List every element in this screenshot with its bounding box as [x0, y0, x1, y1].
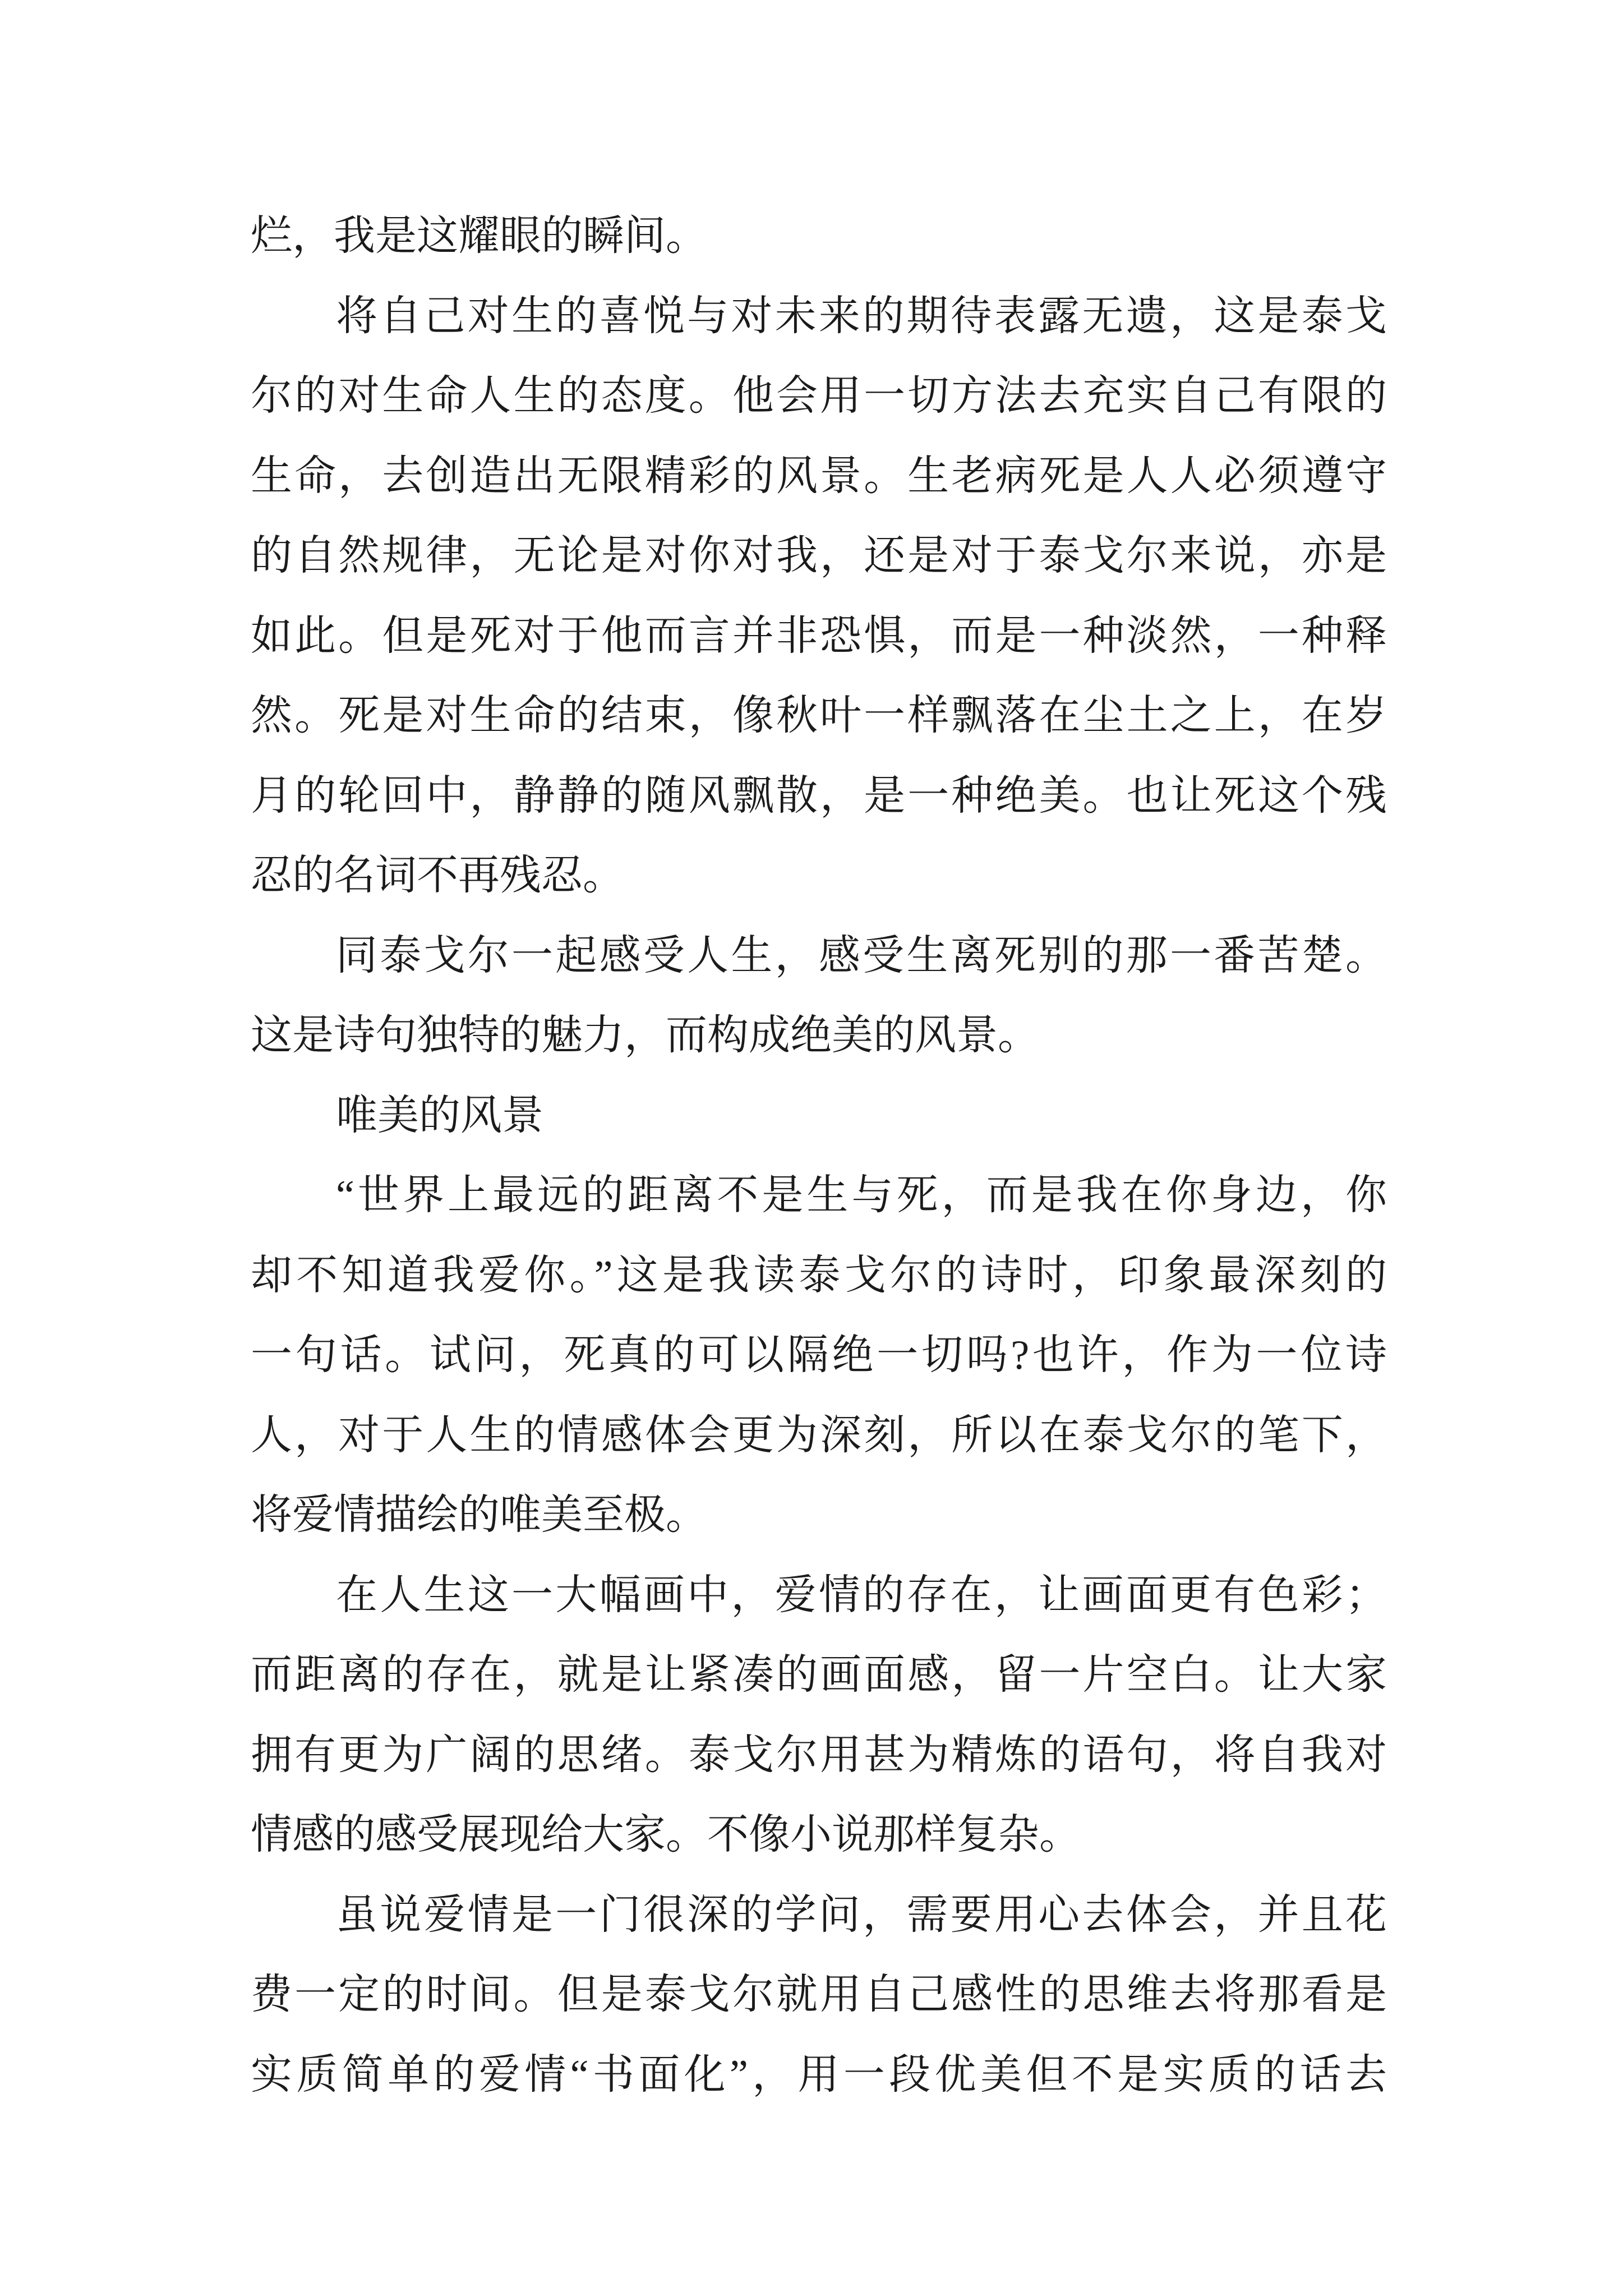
- paragraph: [251, 196, 1387, 277]
- text-line: 而距离的存在，就是让紧凑的画面感，留一片空白。让大家: [251, 1652, 1387, 1698]
- text-line: 实质简单的爱情“书面化”，用一段优美但不是实质的话去: [251, 2051, 1387, 2098]
- text-line: 情感的感受展现给大家。不像小说那样复杂。: [251, 1812, 1081, 1858]
- paragraph: [251, 916, 1387, 1076]
- text-line: 费一定的时间。但是泰戈尔就用自己感性的思维去将那看是: [251, 1972, 1387, 2018]
- section-heading: [251, 1076, 1387, 1156]
- body-text: [251, 196, 1387, 2115]
- paragraph: [251, 1156, 1387, 1556]
- text-line: 烂，我是这耀眼的瞬间。: [251, 213, 707, 259]
- text-line: 人，对于人生的情感体会更为深刻，所以在泰戈尔的笔下，: [251, 1412, 1387, 1458]
- text-line: 同泰戈尔一起感受人生，感受生离死别的那一番苦楚。: [336, 932, 1387, 979]
- text-line: 一句话。试问，死真的可以隔绝一切吗?也许，作为一位诗: [251, 1332, 1387, 1378]
- text-line: 拥有更为广阔的思绪。泰戈尔用甚为精炼的语句，将自我对: [251, 1732, 1387, 1778]
- text-line: 将爱情描绘的唯美至极。: [251, 1492, 707, 1538]
- text-line: 然。死是对生命的结束，像秋叶一样飘落在尘土之上，在岁: [251, 693, 1387, 739]
- text-line: 忍的名词不再残忍。: [251, 853, 624, 899]
- text-line: 这是诗句独特的魅力，而构成绝美的风景。: [251, 1013, 1039, 1059]
- text-line: 却不知道我爱你。”这是我读泰戈尔的诗时，印象最深刻的: [251, 1252, 1387, 1299]
- text-line: 生命，去创造出无限精彩的风景。生老病死是人人必须遵守: [251, 453, 1387, 499]
- text-line: 虽说爱情是一门很深的学问，需要用心去体会，并且花: [336, 1892, 1387, 1938]
- text-line: 唯美的风景: [336, 1092, 543, 1139]
- text-line: 将自己对生的喜悦与对未来的期待表露无遗，这是泰戈: [336, 293, 1387, 339]
- text-line: 的自然规律，无论是对你对我，还是对于泰戈尔来说，亦是: [251, 533, 1387, 579]
- paragraph: [251, 1875, 1387, 2115]
- paragraph: [251, 277, 1387, 916]
- text-line: 在人生这一大幅画中，爱情的存在，让画面更有色彩；: [336, 1572, 1387, 1618]
- text-line: 月的轮回中，静静的随风飘散，是一种绝美。也让死这个残: [251, 772, 1387, 819]
- paragraph: [251, 1556, 1387, 1875]
- text-line: “世界上最远的距离不是生与死，而是我在你身边，你: [336, 1172, 1387, 1218]
- text-line: 如此。但是死对于他而言并非恐惧，而是一种淡然，一种释: [251, 613, 1387, 659]
- text-line: 尔的对生命人生的态度。他会用一切方法去充实自己有限的: [251, 373, 1387, 419]
